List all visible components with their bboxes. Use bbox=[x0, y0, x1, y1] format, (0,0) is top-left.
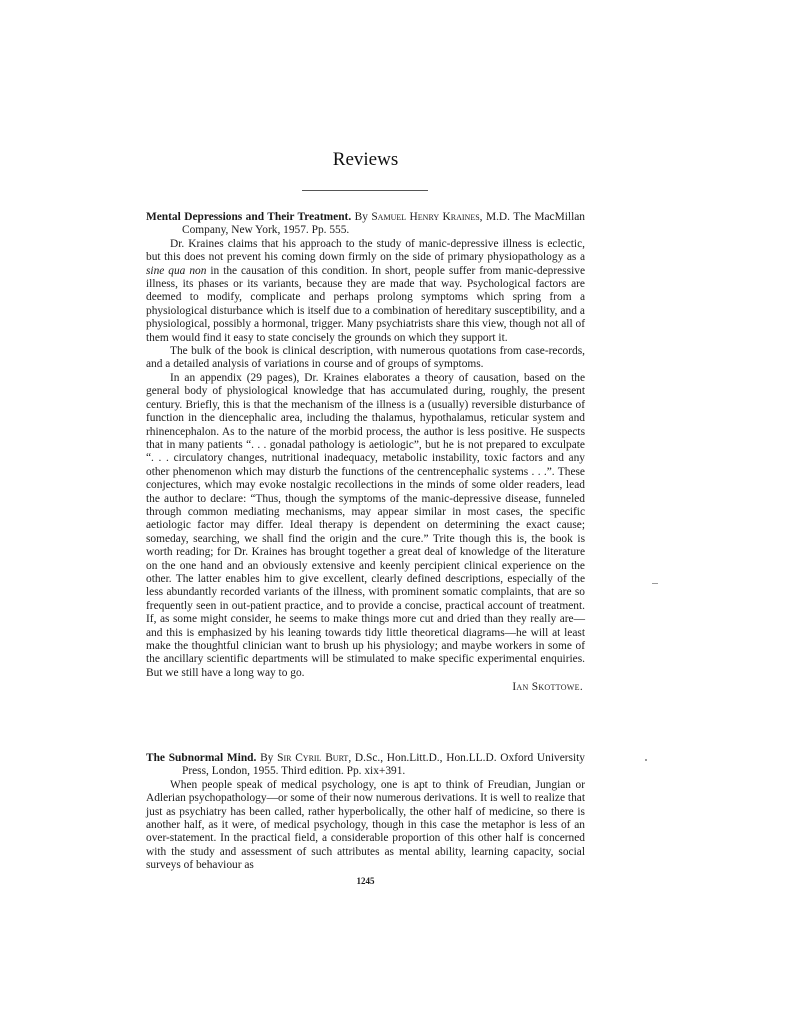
page-number: 1245 bbox=[356, 876, 375, 886]
paragraph-text: in the causation of this condition. In short, people suffer from manic-depressive illness, its phases or its variants, because they are made that way. Psychological factors are deemed to modify, complicate and perhaps prolong symptoms which spring from a physiological disturbance which is itself due to a combination of hereditary susceptibility, and a physiological, possibly a hormonal, trigger. Many psychiatrists share this view, though not all of them would find it easy to state concisely the grounds on which they support it. bbox=[146, 264, 585, 344]
review-citation bbox=[146, 752, 585, 779]
book-author: Samuel Henry Kraines bbox=[371, 211, 480, 223]
review-burt bbox=[146, 752, 585, 873]
italic-phrase: sine qua non bbox=[146, 264, 207, 277]
title-rule bbox=[302, 190, 428, 191]
book-details: , M.D. The MacMillan Company, New York, 1957. Pp. 555. bbox=[182, 211, 585, 237]
book-title: The Subnormal Mind. bbox=[146, 752, 257, 764]
margin-mark bbox=[645, 759, 647, 761]
citation-by: By bbox=[351, 211, 372, 223]
book-details: , D.Sc., Hon.Litt.D., Hon.LL.D. Oxford University Press, London, 1955. Third edition. Pp. xix+391. bbox=[182, 752, 585, 778]
review-kraines bbox=[146, 211, 585, 695]
book-author: Sir Cyril Burt bbox=[277, 752, 349, 764]
review-citation bbox=[146, 211, 585, 238]
section-title: Reviews bbox=[332, 149, 399, 170]
review-paragraph: When people speak of medical psychology, one is apt to think of Freudian, Jungian or Adlerian psychopathology—or some of their now numerous derivations. It is well to realize that just as psychiatry has been called, rather hyperbolically, the other half of medicine, so there is another half, as it were, of medical psychology, though in this case the metaphor is less of an over-statement. In the practical field, a considerable proportion of this other half is concerned with the study and assessment of such attributes as mental ability, learning capacity, social surveys of behaviour as bbox=[146, 778, 585, 872]
review-paragraph bbox=[146, 238, 585, 345]
margin-mark bbox=[652, 583, 658, 584]
review-paragraph: In an appendix (29 pages), Dr. Kraines elaborates a theory of causation, based on the general body of physiological knowledge that has accumulated during, roughly, the present century. Briefly, this is that the mechanism of the illness is a (usually) reversible disturbance of function in the diencephalic area, including the thalamus, hypothalamus, reticular system and rhinencephalon. As to the nature of the morbid process, the author is less positive. He suspects that in many patients “. . . gonadal pathology is aetiologic”, but he is not prepared to exculpate “. . . circulatory changes, nutritional inadequacy, metabolic instability, toxic factors and any other phenomenon which may disturb the functions of the centrencephalic systems . . .”. These conjectures, which may evoke nostalgic recollections in the minds of some older readers, lead the author to declare: “Thus, though the symptoms of the manic-depressive disease, funneled through common mediating mechanisms, may appear similar in most cases, the specific aetiologic factor may differ. Ideal therapy is dependent on determining the exact cause; someday, searching, we shall find the origin and the cure.” Trite though this is, the book is worth reading; for Dr. Kraines has brought together a great deal of knowledge of the literature on the one hand and an obviously extensive and keenly percipient clinical experience on the other. The latter enables him to give excellent, clearly defined descriptions, especially of the less abundantly recorded variants of the illness, with prominent somatic complaints, that are so frequently seen in out-patient practice, and to provide a concise, practical account of treatment. If, as some might consider, he seems to make things more cut and dried than they really are—and this is emphasized by his leaning towards tidy little theoretical diagrams—he will at least make the thoughtful clinician want to brush up his physiology; and maybe workers in some of the ancillary scientific departments will be stimulated to make specific experimental enquiries. But we still have a long way to go. bbox=[146, 371, 585, 679]
paragraph-text: Dr. Kraines claims that his approach to the study of manic-depressive illness is eclectic, but this does not prevent his coming down firmly on the side of primary physiopathology as a bbox=[146, 237, 585, 264]
book-title: Mental Depressions and Their Treatment. bbox=[146, 211, 352, 223]
reviewer-signature: Ian Skottowe. bbox=[512, 681, 583, 694]
citation-by: By bbox=[256, 752, 278, 764]
review-paragraph: The bulk of the book is clinical description, with numerous quotations from case-records, and a detailed analysis of variations in course and of groups of symptoms. bbox=[146, 345, 585, 371]
